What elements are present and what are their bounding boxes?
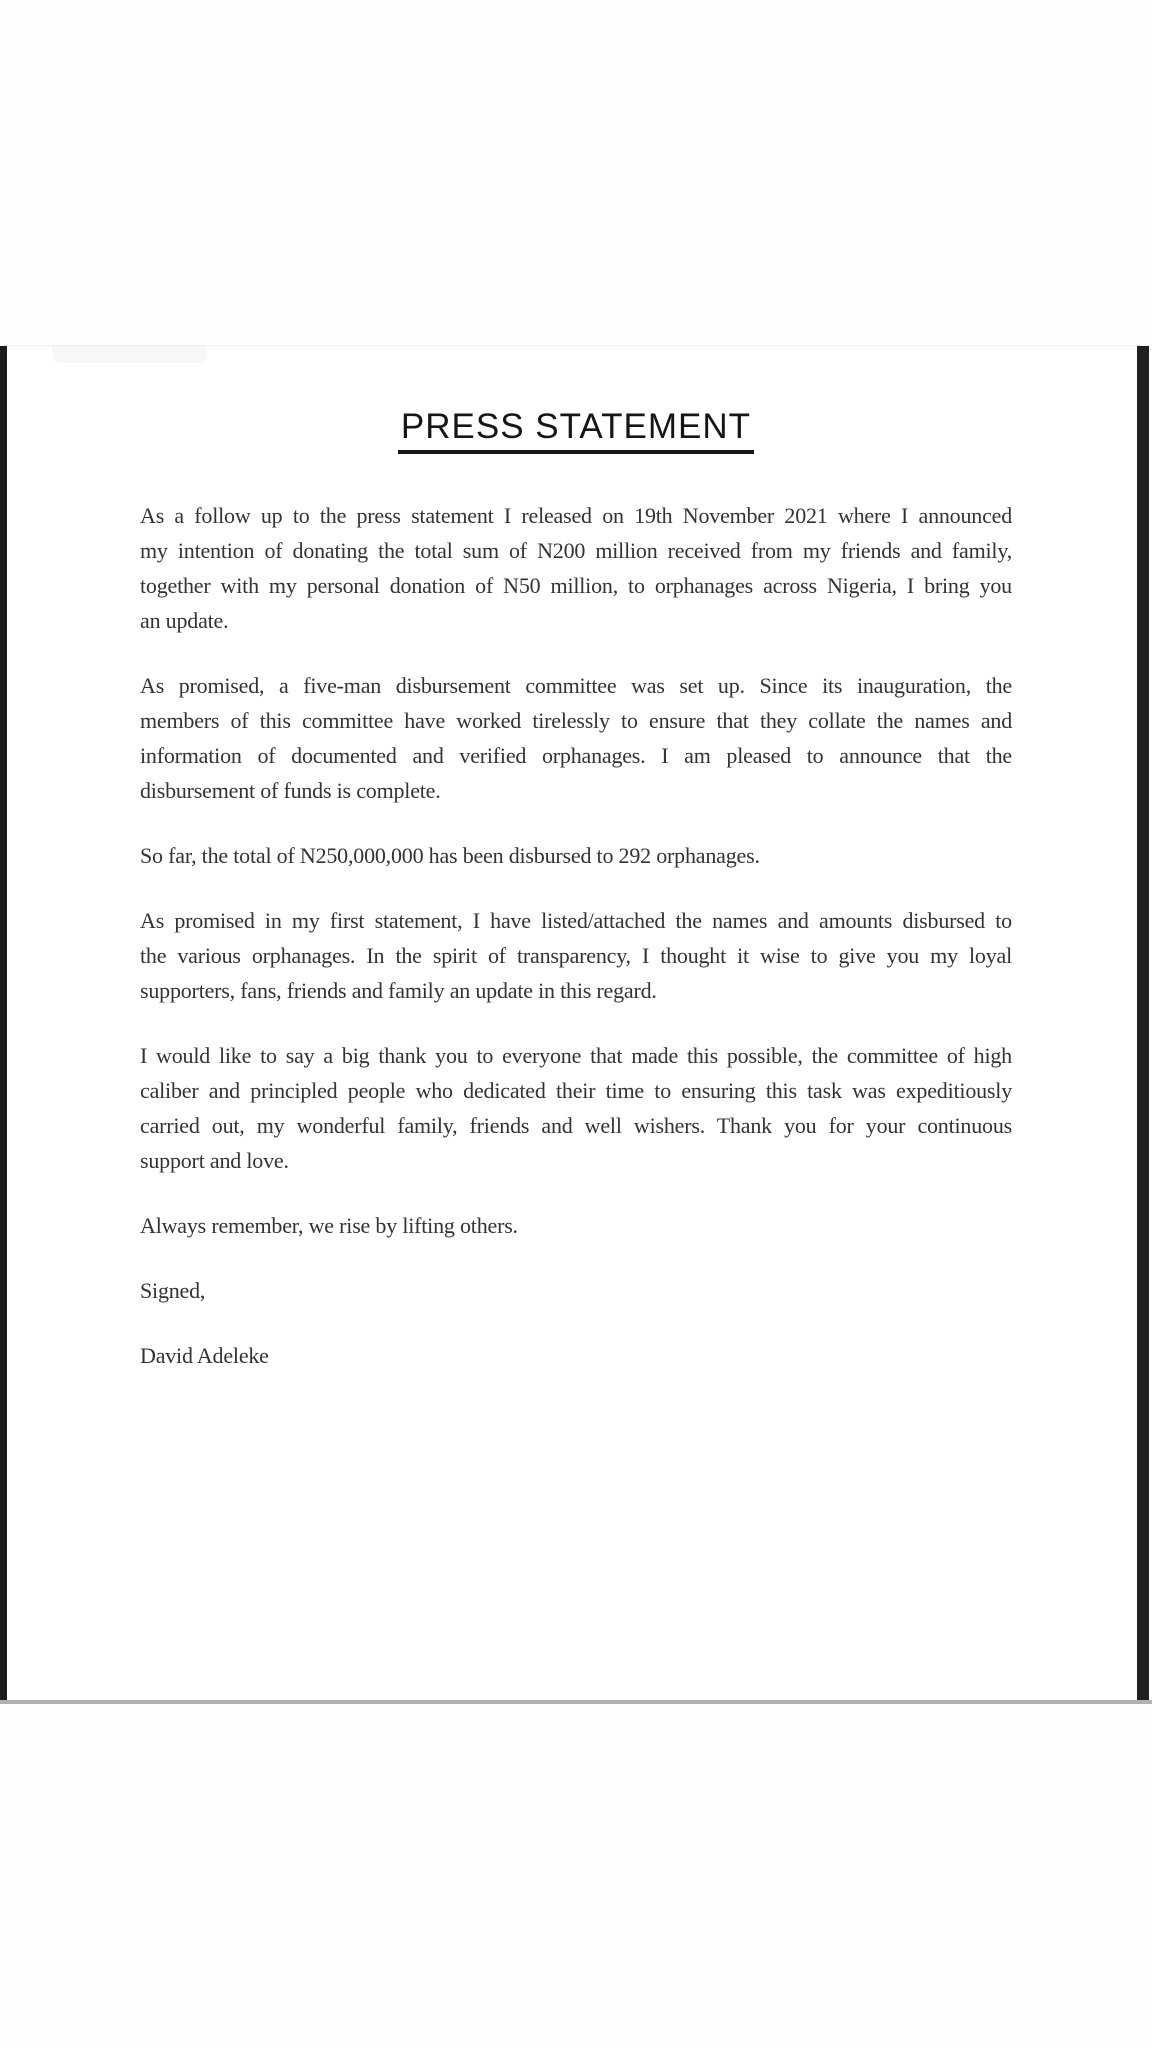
paragraph-line: Always remember, we rise by lifting others.	[140, 1213, 518, 1238]
paragraph	[140, 1273, 1012, 1308]
photo-left-edge	[0, 346, 7, 1702]
document-photo	[0, 345, 1152, 1702]
paragraph-line: caliber and principled people who dedicated their time to ensuring this task was expeditiously	[140, 1078, 1012, 1103]
paragraph	[140, 903, 1012, 1008]
paragraph-line: As a follow up to the press statement I released on 19th November 2021 where I announced	[140, 503, 1012, 528]
paragraph-line: an update.	[140, 608, 229, 633]
paragraph-line: So far, the total of N250,000,000 has been disbursed to 292 orphanages.	[140, 843, 760, 868]
paragraph	[140, 838, 1012, 873]
page-title: PRESS STATEMENT	[398, 406, 754, 454]
photo-right-edge	[1137, 346, 1149, 1702]
paragraph-line: support and love.	[140, 1148, 289, 1173]
press-statement-document	[140, 346, 1012, 1403]
paragraph	[140, 1208, 1012, 1243]
paragraph-line: supporters, fans, friends and family an update in this regard.	[140, 978, 657, 1003]
document-body	[140, 498, 1012, 1373]
paragraph-line: Signed,	[140, 1278, 206, 1303]
title-wrap	[140, 406, 1012, 454]
paragraph-line: As promised in my first statement, I have listed/attached the names and amounts disbursed to	[140, 908, 1012, 933]
paragraph-line: my intention of donating the total sum of N200 million received from my friends and family,	[140, 538, 1012, 563]
paragraph	[140, 668, 1012, 808]
letterbox-bottom	[0, 1704, 1152, 2048]
paragraph-line: As promised, a five-man disbursement committee was set up. Since its inauguration, the	[140, 673, 1012, 698]
paragraph-line: carried out, my wonderful family, friends and well wishers. Thank you for your continuous	[140, 1113, 1012, 1138]
paragraph-line: David Adeleke	[140, 1343, 269, 1368]
paragraph-line: members of this committee have worked tirelessly to ensure that they collate the names and	[140, 708, 1012, 733]
paragraph-line: information of documented and verified orphanages. I am pleased to announce that the	[140, 743, 1012, 768]
paragraph	[140, 1038, 1012, 1178]
paragraph-line: disbursement of funds is complete.	[140, 778, 441, 803]
paragraph-line: together with my personal donation of N50 million, to orphanages across Nigeria, I bring you	[140, 573, 1012, 598]
paragraph	[140, 498, 1012, 638]
paragraph-line: the various orphanages. In the spirit of transparency, I thought it wise to give you my loyal	[140, 943, 1012, 968]
paragraph	[140, 1338, 1012, 1373]
paragraph-line: I would like to say a big thank you to everyone that made this possible, the committee of high	[140, 1043, 1012, 1068]
letterbox-top	[0, 0, 1152, 345]
